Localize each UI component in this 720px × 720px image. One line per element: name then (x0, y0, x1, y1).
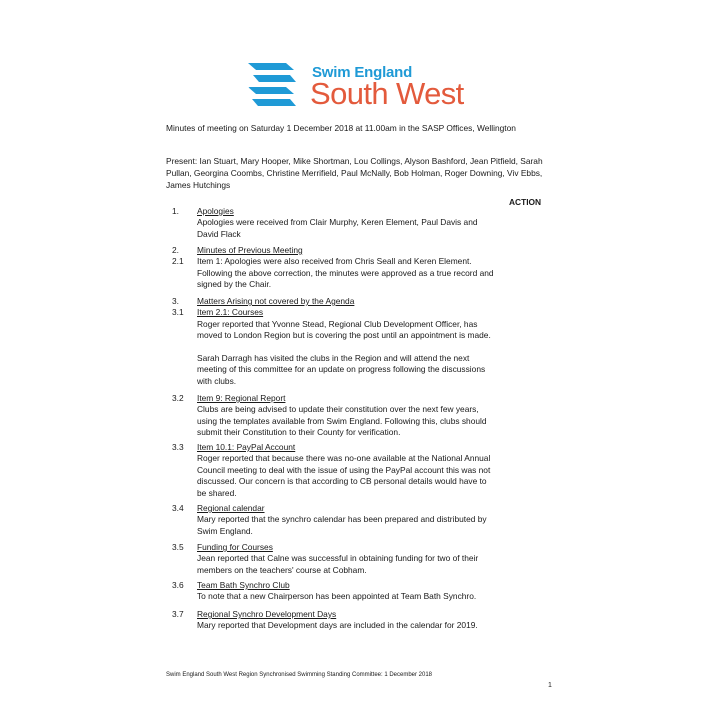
item-heading: Regional calendar (197, 503, 265, 513)
item-text: Jean reported that Calne was successful in obtaining funding for two of their members on the teachers' course at Cobham. (197, 553, 479, 575)
attendees-list: Present: Ian Stuart, Mary Hooper, Mike Shortman, Lou Collings, Alyson Bashford, Jean Pitfield, Sarah Pullan, Georgina Coombs, Christine Merrifield, Paul McNally, Bob Holman, Roger Downing, Viv Ebbs, James Hutchings (166, 156, 543, 191)
item-number: 3.2 (172, 393, 184, 403)
item-heading: Item 9: Regional Report (197, 393, 286, 403)
item-text: Roger reported that Yvonne Stead, Regional Club Development Officer, has moved to London Region but is covering the post until an appointment is made. (197, 318, 491, 341)
item-number: 3.6 (172, 580, 184, 590)
item-development-days (166, 609, 566, 632)
item-matters-arising (166, 296, 566, 387)
item-regional-calendar (166, 503, 566, 537)
item-number: 1. (172, 206, 179, 216)
item-text: Mary reported that Development days are included in the calendar for 2019. (197, 620, 478, 631)
item-funding-courses (166, 542, 566, 576)
minutes-title: Minutes of meeting on Saturday 1 December 2018 at 11.00am in the SASP Offices, Wellington (166, 123, 516, 133)
item-number: 3. (172, 296, 179, 306)
item-text: Apologies were received from Clair Murphy, Keren Element, Paul Davis and David Flack (197, 217, 478, 239)
item-paypal-account (166, 442, 566, 499)
item-heading: Regional Synchro Development Days (197, 609, 337, 619)
item-regional-report (166, 393, 566, 439)
item-text: Clubs are being advised to update their constitution over the next few years, using the templates available from Swim England. Following this, clubs should submit their Constitution to their County for verification. (197, 404, 487, 438)
item-heading: Funding for Courses (197, 542, 273, 552)
item-heading: Item 10.1: PayPal Account (197, 442, 296, 452)
item-text: Item 1: Apologies were also received from Chris Seall and Keren Element. Following the above correction, the minutes were approved as a true record and signed by the Chair. (197, 256, 494, 290)
item-number: 3.3 (172, 442, 184, 452)
page-footer: Swim England South West Region Synchronised Swimming Standing Committee: 1 December 2018 (166, 672, 433, 678)
item-number: 3.4 (172, 503, 184, 513)
swim-england-wave-icon (246, 60, 300, 112)
item-heading: Matters Arising not covered by the Agenda (197, 296, 355, 306)
sub-item-number: 3.1 (172, 307, 184, 318)
logo-org-text: Swim England (312, 64, 413, 81)
item-text: Sarah Darragh has visited the clubs in the Region and will attend the next meeting of this committee for an update on progress following the discussions with clubs. (197, 353, 486, 386)
item-heading: Team Bath Synchro Club (197, 580, 290, 590)
item-number: 3.5 (172, 542, 184, 552)
item-text: Roger reported that because there was no-one available at the National Annual Council meeting to deal with the issue of using the PayPal account this was not discussed. Our concern is that according to CB personal details would have to be shared. (197, 453, 491, 498)
swim-england-logo (246, 60, 486, 112)
item-text: Mary reported that the synchro calendar has been prepared and distributed by Swim England. (197, 514, 487, 536)
item-text: To note that a new Chairperson has been appointed at Team Bath Synchro. (197, 591, 477, 602)
item-team-bath (166, 580, 566, 603)
action-column-header: ACTION (509, 197, 542, 207)
page-number: 1 (548, 682, 552, 689)
sub-item-heading: Item 2.1: Courses (197, 307, 264, 318)
item-number: 2. (172, 245, 179, 255)
sub-item-number: 2.1 (172, 256, 184, 267)
item-number: 3.7 (172, 609, 184, 619)
logo-region-text: South West (310, 76, 464, 111)
item-heading: Minutes of Previous Meeting (197, 245, 303, 255)
item-apologies (166, 206, 566, 240)
item-heading: Apologies (197, 206, 234, 216)
item-previous-minutes (166, 245, 566, 291)
